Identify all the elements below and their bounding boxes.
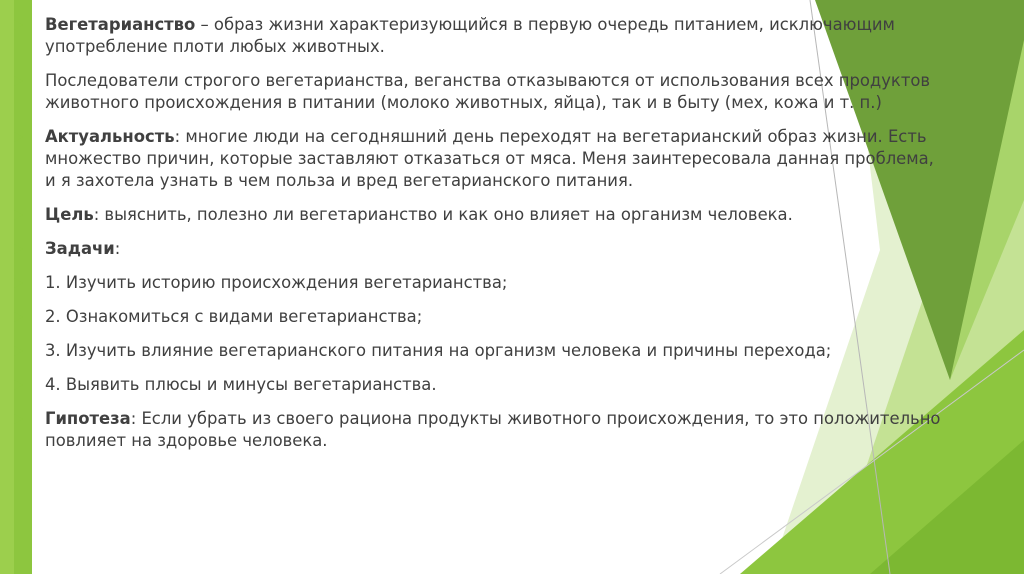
bullet-item-text: 1. Изучить историю происхождения вегетарианства; [45,273,508,292]
bullet-item [14,70,944,114]
triangle-bullet-icon [14,244,23,254]
bullet-item [14,408,944,452]
bullet-item-heading: Актуальность [45,127,175,146]
bullet-item-text: 4. Выявить плюсы и минусы вегетарианства. [45,375,437,394]
bullet-item [14,374,944,396]
bullet-item-text: 3. Изучить влияние вегетарианского питания на организм человека и причины перехода; [45,341,832,360]
triangle-bullet-icon [14,210,23,220]
bullet-item [14,126,944,192]
bullet-item-heading: Гипотеза [45,409,131,428]
bullet-item [14,306,944,328]
bullet-item-text: : Если убрать из своего рациона продукты животного происхождения, то это положительно повлияет на здоровье человека. [45,409,941,450]
triangle-bullet-icon [14,380,23,390]
triangle-bullet-icon [14,414,23,424]
bullet-item-heading: Вегетарианство [45,15,196,34]
bullet-item-heading: Задачи [45,239,115,258]
bullet-item-text: : многие люди на сегодняшний день переходят на вегетарианский образ жизни. Есть множество причин, которые заставляют отказаться от мяса. Меня заинтересовала данная проблема, и я захотела узнать в чем польза и вред вегетарианского питания. [45,127,934,190]
bullet-item [14,340,944,362]
triangle-bullet-icon [14,20,23,30]
bullet-item-text: – образ жизни характеризующийся в первую очередь питанием, исключающим употребление плоти любых животных. [45,15,895,56]
bullet-item-heading: Цель [45,205,94,224]
triangle-bullet-icon [14,76,23,86]
bullet-item-text: Последователи строгого вегетарианства, веганства отказываются от использования всех продуктов животного происхождения в питании (молоко животных, яйца), так и в быту (мех, кожа и т. п.) [45,71,931,112]
bullet-item-text: : выяснить, полезно ли вегетарианство и как оно влияет на организм человека. [93,205,793,224]
bullet-item [14,204,944,226]
triangle-bullet-icon [14,278,23,288]
triangle-bullet-icon [14,132,23,142]
triangle-bullet-icon [14,346,23,356]
bullet-item [14,14,944,58]
triangle-bullet-icon [14,312,23,322]
bullet-list [14,14,944,464]
bullet-item [14,238,944,260]
bullet-item-text: : [114,239,121,258]
bullet-item-text: 2. Ознакомиться с видами вегетарианства; [45,307,423,326]
bullet-item [14,272,944,294]
